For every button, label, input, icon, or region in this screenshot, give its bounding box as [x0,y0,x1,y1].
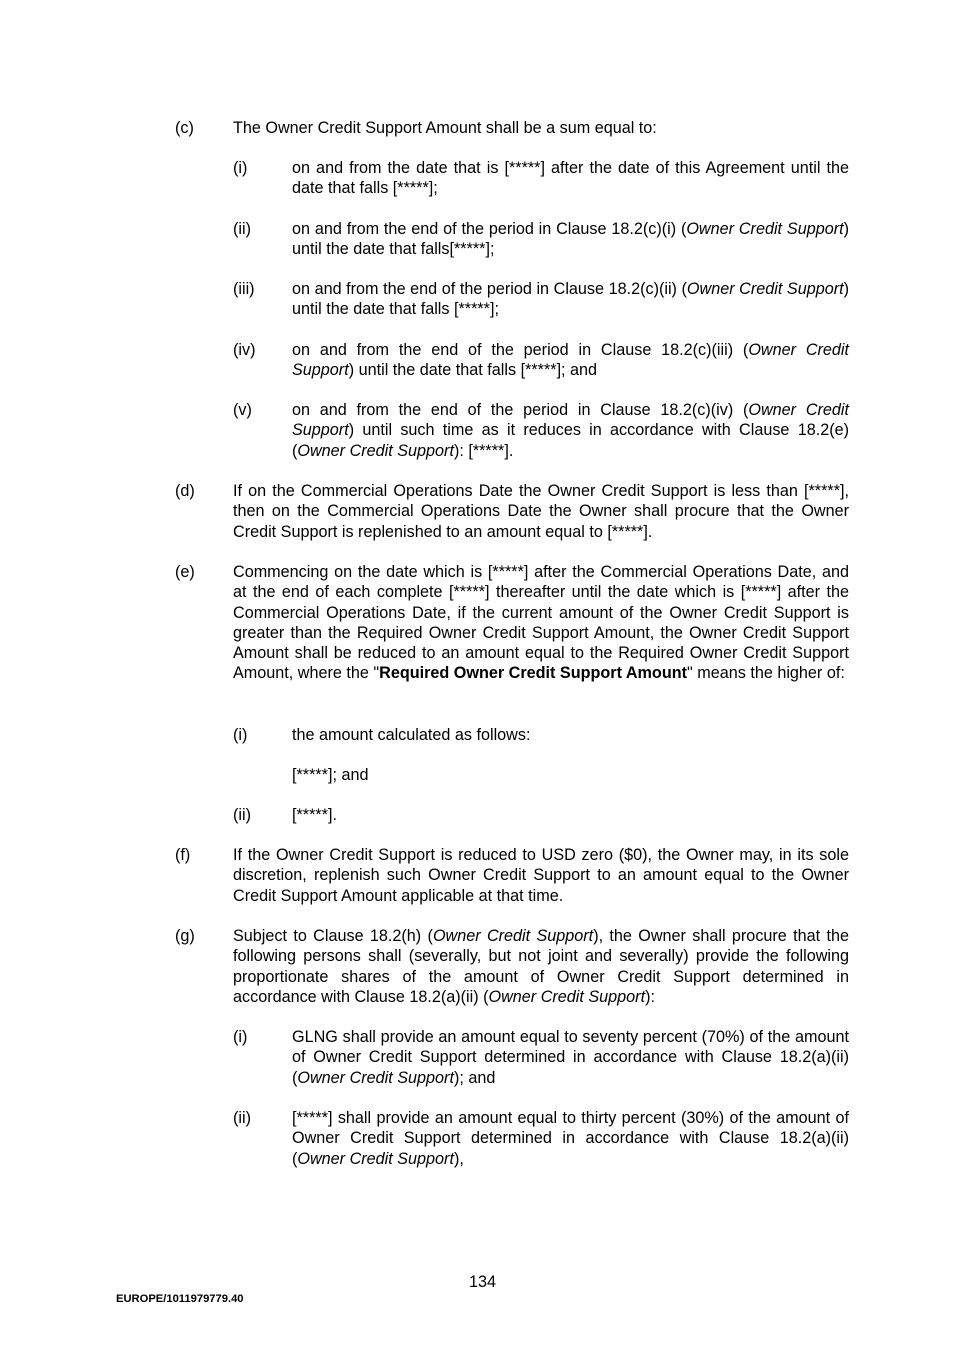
clause-e-ii-label: (ii) [233,806,251,824]
clause-c-ii-text: on and from the end of the period in Clause 18.2(c)(i) (Owner Credit Support) until the date that falls[*****]; [292,220,849,259]
page-number: 134 [468,1273,496,1291]
clause-d-label: (d) [175,482,195,500]
clause-g-ii-label: (ii) [233,1109,251,1127]
clause-c-v-label: (v) [233,401,252,419]
clause-e-i-label: (i) [233,726,248,744]
clause-g-i-label: (i) [233,1028,248,1046]
clause-c-label: (c) [175,119,194,137]
clause-e-label: (e) [175,563,195,581]
clause-c-iv-label: (iv) [233,341,256,359]
clause-c-i-text: on and from the date that is [*****] after the date of this Agreement until the date that falls [*****]; [292,159,849,198]
clause-g-ii-text: [*****] shall provide an amount equal to thirty percent (30%) of the amount of Owner Credit Support determined in accordance with Clause 18.2(a)(ii) (Owner Credit Support), [292,1109,849,1168]
clause-g-label: (g) [175,927,195,945]
clause-c-iv-text: on and from the end of the period in Clause 18.2(c)(iii) (Owner Credit Support) until the date that falls [*****]; and [292,341,849,380]
clause-e-i-formula: [*****]; and [292,766,369,784]
clause-c-i-label: (i) [233,159,248,177]
clause-c-text: The Owner Credit Support Amount shall be a sum equal to: [233,119,657,137]
clause-e-text: Commencing on the date which is [*****] after the Commercial Operations Date, and at the end of each complete [*****] thereafter until the date which is [*****] after the Commercial Operations Date, if the current amount of the Owner Credit Support is greater than the Required Owner Credit Support Amount, the Owner Credit Support Amount shall be reduced to an amount equal to the Required Owner Credit Support Amount, where the "Required Owner Credit Support Amount" means the higher of: [233,563,849,683]
clause-c-v-text: on and from the end of the period in Clause 18.2(c)(iv) (Owner Credit Support) until such time as it reduces in accordance with Clause 18.2(e) (Owner Credit Support): [*****]. [292,401,849,460]
clause-f-label: (f) [175,846,191,864]
clause-d-text: If on the Commercial Operations Date the Owner Credit Support is less than [*****], then on the Commercial Operations Date the Owner shall procure that the Owner Credit Support is replenished to an amount equal to [*****]. [233,482,849,541]
clause-f-text: If the Owner Credit Support is reduced to USD zero ($0), the Owner may, in its sole discretion, replenish such Owner Credit Support to an amount equal to the Owner Credit Support Amount applicable at that time. [233,846,849,905]
document-reference: EUROPE/1011979779.40 [116,1293,244,1305]
clause-g-text: Subject to Clause 18.2(h) (Owner Credit Support), the Owner shall procure that the following persons shall (severally, but not joint and severally) provide the following proportionate shares of the amount of Owner Credit Support determined in accordance with Clause 18.2(a)(ii) (Owner Credit Support): [233,927,849,1006]
clause-e-i-text: the amount calculated as follows: [292,726,531,744]
clause-c-ii-label: (ii) [233,220,251,238]
clause-c-iii-label: (iii) [233,280,255,298]
clause-c-iii-text: on and from the end of the period in Clause 18.2(c)(ii) (Owner Credit Support) until the date that falls [*****]; [292,280,849,319]
clause-e-ii-text: [*****]. [292,806,337,824]
clause-g-i-text: GLNG shall provide an amount equal to seventy percent (70%) of the amount of Owner Credit Support determined in accordance with Clause 18.2(a)(ii) (Owner Credit Support); and [292,1028,849,1087]
